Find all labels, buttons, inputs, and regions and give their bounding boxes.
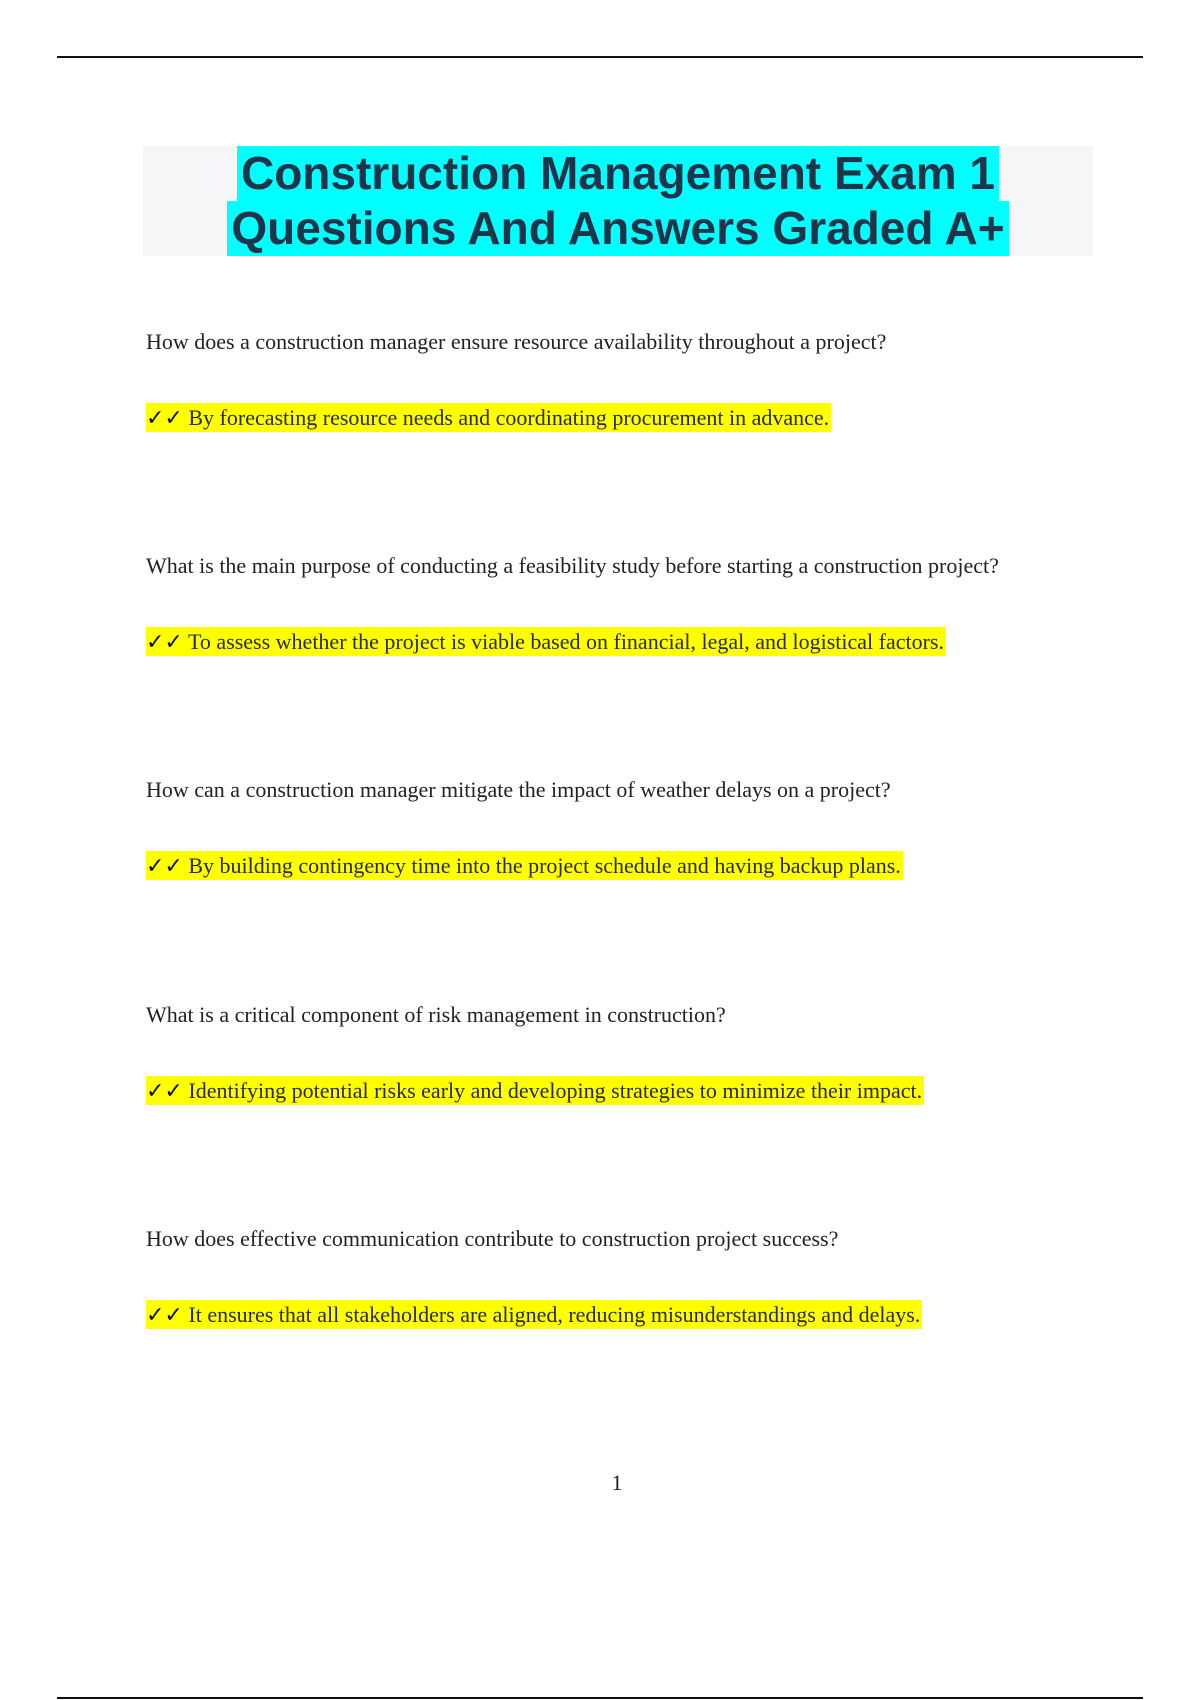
- qa-item: [146, 328, 1106, 433]
- bottom-rule: [57, 1697, 1143, 1699]
- double-check-icon: ✓✓: [146, 630, 183, 655]
- title-line-2: Questions And Answers Graded A+: [231, 202, 1005, 254]
- qa-item: [146, 1225, 1106, 1330]
- title-banner: [143, 146, 1093, 256]
- answer-line: [146, 1077, 1106, 1106]
- answer-highlight: [146, 403, 831, 432]
- answer-line: [146, 628, 1106, 657]
- page-number: 1: [611, 1470, 623, 1495]
- double-check-icon: ✓✓: [146, 1303, 183, 1328]
- question-text: How does effective communication contribute to construction project success?: [146, 1226, 839, 1251]
- answer-line: [146, 404, 1106, 433]
- page-title: [143, 146, 1093, 256]
- question-text: What is a critical component of risk management in construction?: [146, 1002, 726, 1027]
- answer-line: [146, 1301, 1106, 1330]
- answer-highlight: [146, 1076, 924, 1105]
- qa-item: [146, 776, 1106, 881]
- question-text: What is the main purpose of conducting a feasibility study before starting a construction project?: [146, 553, 999, 578]
- answer-text: Identifying potential risks early and developing strategies to minimize their impact.: [188, 1078, 923, 1103]
- answer-text: To assess whether the project is viable based on financial, legal, and logistical factors.: [187, 629, 944, 654]
- answer-highlight: [146, 627, 946, 656]
- double-check-icon: ✓✓: [146, 854, 183, 879]
- double-check-icon: ✓✓: [146, 406, 183, 431]
- question-text: How can a construction manager mitigate the impact of weather delays on a project?: [146, 777, 891, 802]
- qa-item: [146, 1001, 1106, 1106]
- answer-highlight: [146, 1300, 922, 1329]
- question-text: How does a construction manager ensure resource availability throughout a project?: [146, 329, 887, 354]
- answer-line: [146, 852, 1106, 881]
- answer-text: It ensures that all stakeholders are aligned, reducing misunderstandings and delays.: [188, 1302, 921, 1327]
- answer-text: By building contingency time into the project schedule and having backup plans.: [188, 853, 901, 878]
- answer-highlight: [146, 851, 903, 880]
- double-check-icon: ✓✓: [146, 1079, 183, 1104]
- title-line-1-highlight: [237, 146, 999, 201]
- qa-item: [146, 552, 1106, 657]
- title-line-2-highlight: [227, 201, 1008, 256]
- answer-text: By forecasting resource needs and coordinating procurement in advance.: [188, 405, 830, 430]
- title-line-1: Construction Management Exam 1: [240, 147, 996, 199]
- top-rule: [57, 56, 1143, 58]
